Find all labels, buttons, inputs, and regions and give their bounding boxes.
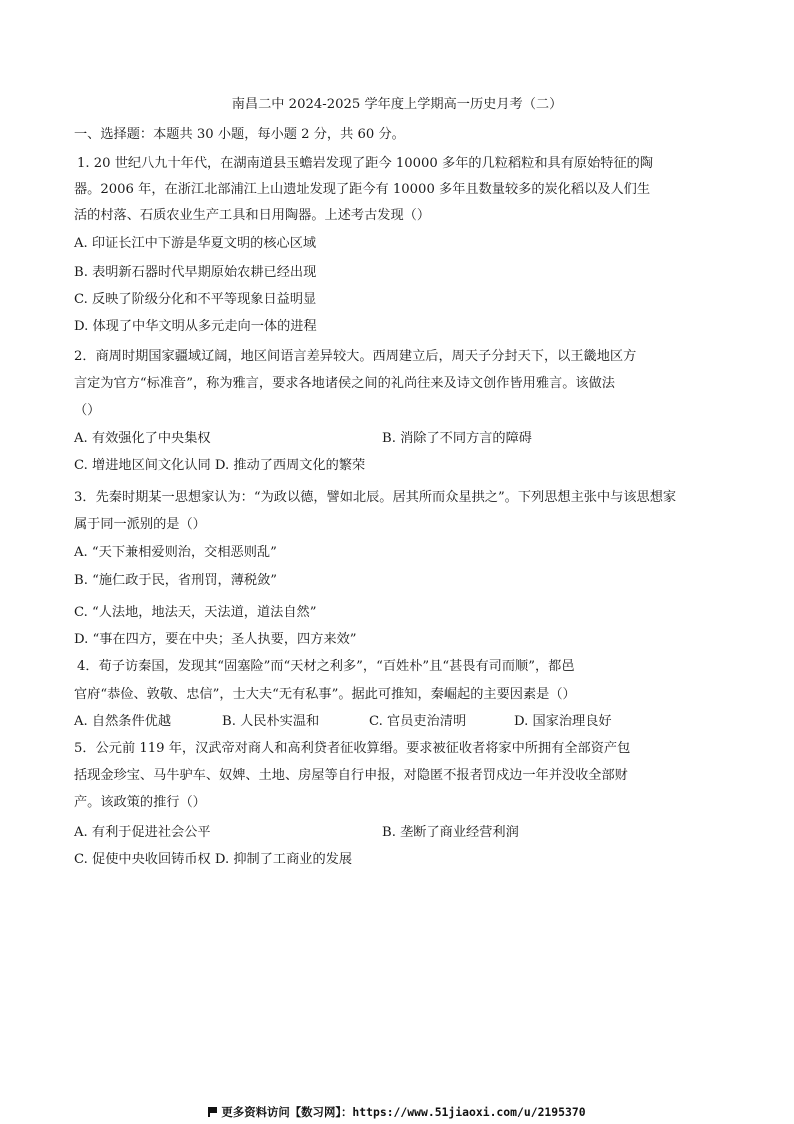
question-1-line-1: 1. 20 世纪八九十年代，在湖南道县玉蟾岩发现了距今 10000 多年的几粒稻粒和具有原始特征的陶	[77, 156, 654, 171]
flag-icon	[208, 1107, 217, 1117]
question-3-line-1: 3．先秦时期某一思想家认为：“为政以德，譬如北辰。居其所而众星拱之”。下列思想主张中与该思想家	[74, 490, 677, 505]
question-5-line-3: 产。该政策的推行（）	[74, 795, 206, 810]
question-3-option-b[interactable]: B. “施仁政于民，省刑罚，薄税敛”	[74, 573, 277, 588]
question-2-line-3: （）	[74, 403, 101, 418]
question-4-line-1: 4．荀子访秦国，发现其“固塞险”而“天材之利多”，“百姓朴”且“甚畏有司而顺”，都邑	[77, 659, 575, 674]
question-4-option-c[interactable]: C. 官员吏治清明	[369, 714, 467, 729]
question-1-line-3: 活的村落、石质农业生产工具和日用陶器。上述考古发现（）	[74, 208, 431, 223]
question-3-line-2: 属于同一派别的是（）	[74, 517, 206, 532]
question-5-option-b[interactable]: B. 垄断了商业经营利润	[382, 825, 519, 840]
question-4-option-a[interactable]: A. 自然条件优越	[74, 714, 172, 729]
question-5-line-2: 括现金珍宝、马牛驴车、奴婢、土地、房屋等自行申报，对隐匿不报者罚戍边一年并没收全部财	[74, 768, 628, 783]
question-5-option-cd[interactable]: C. 促使中央收回铸币权 D. 抑制了工商业的发展	[74, 852, 353, 867]
section-heading: 一、选择题：本题共 30 小题，每小题 2 分，共 60 分。	[74, 127, 405, 142]
page-title: 南昌二中 2024-2025 学年度上学期高一历史月考（二）	[231, 97, 563, 112]
question-3-option-d[interactable]: D. “事在四方，要在中央；圣人执要，四方来效”	[74, 632, 357, 647]
question-4-option-b[interactable]: B. 人民朴实温和	[222, 714, 320, 729]
footer-link[interactable]	[0, 1104, 794, 1120]
question-1-line-2: 器。2006 年，在浙江北部浦江上山遗址发现了距今有 10000 多年且数量较多的炭化稻以及人们生	[74, 182, 651, 197]
question-2-option-a[interactable]: A. 有效强化了中央集权	[74, 431, 211, 446]
question-2-option-b[interactable]: B. 消除了不同方言的障碍	[382, 431, 532, 446]
question-3-option-a[interactable]: A. “天下兼相爱则治，交相恶则乱”	[74, 545, 277, 560]
question-5-option-a[interactable]: A. 有利于促进社会公平	[74, 825, 211, 840]
question-1-option-c[interactable]: C. 反映了阶级分化和不平等现象日益明显	[74, 292, 317, 307]
question-2-line-2: 言定为官方“标准音”，称为雅言，要求各地诸侯之间的礼尚往来及诗文创作皆用雅言。该做法	[74, 376, 615, 391]
question-3-option-c[interactable]: C. “人法地，地法天，天法道，道法自然”	[74, 605, 317, 620]
question-1-option-a[interactable]: A. 印证长江中下游是华夏文明的核心区域	[74, 236, 317, 251]
question-4-option-d[interactable]: D. 国家治理良好	[514, 714, 612, 729]
question-4-line-2: 官府“恭俭、敦敬、忠信”，士大夫“无有私事”。据此可推知，秦崛起的主要因素是（）	[74, 687, 576, 702]
question-1-option-b[interactable]: B. 表明新石器时代早期原始农耕已经出现	[74, 265, 317, 280]
question-5-line-1: 5．公元前 119 年，汉武帝对商人和高利贷者征收算缗。要求被征收者将家中所拥有全部资产包	[74, 741, 631, 756]
question-2-line-1: 2．商周时期国家疆域辽阔，地区间语言差异较大。西周建立后，周天子分封天下，以王畿地区方	[74, 349, 637, 364]
question-1-option-d[interactable]: D. 体现了中华文明从多元走向一体的进程	[74, 319, 317, 334]
footer-text: 更多资料访问【数习网】：https://www.51jiaoxi.com/u/2195370	[221, 1105, 586, 1119]
question-2-option-cd[interactable]: C. 增进地区间文化认同 D. 推动了西周文化的繁荣	[74, 458, 366, 473]
